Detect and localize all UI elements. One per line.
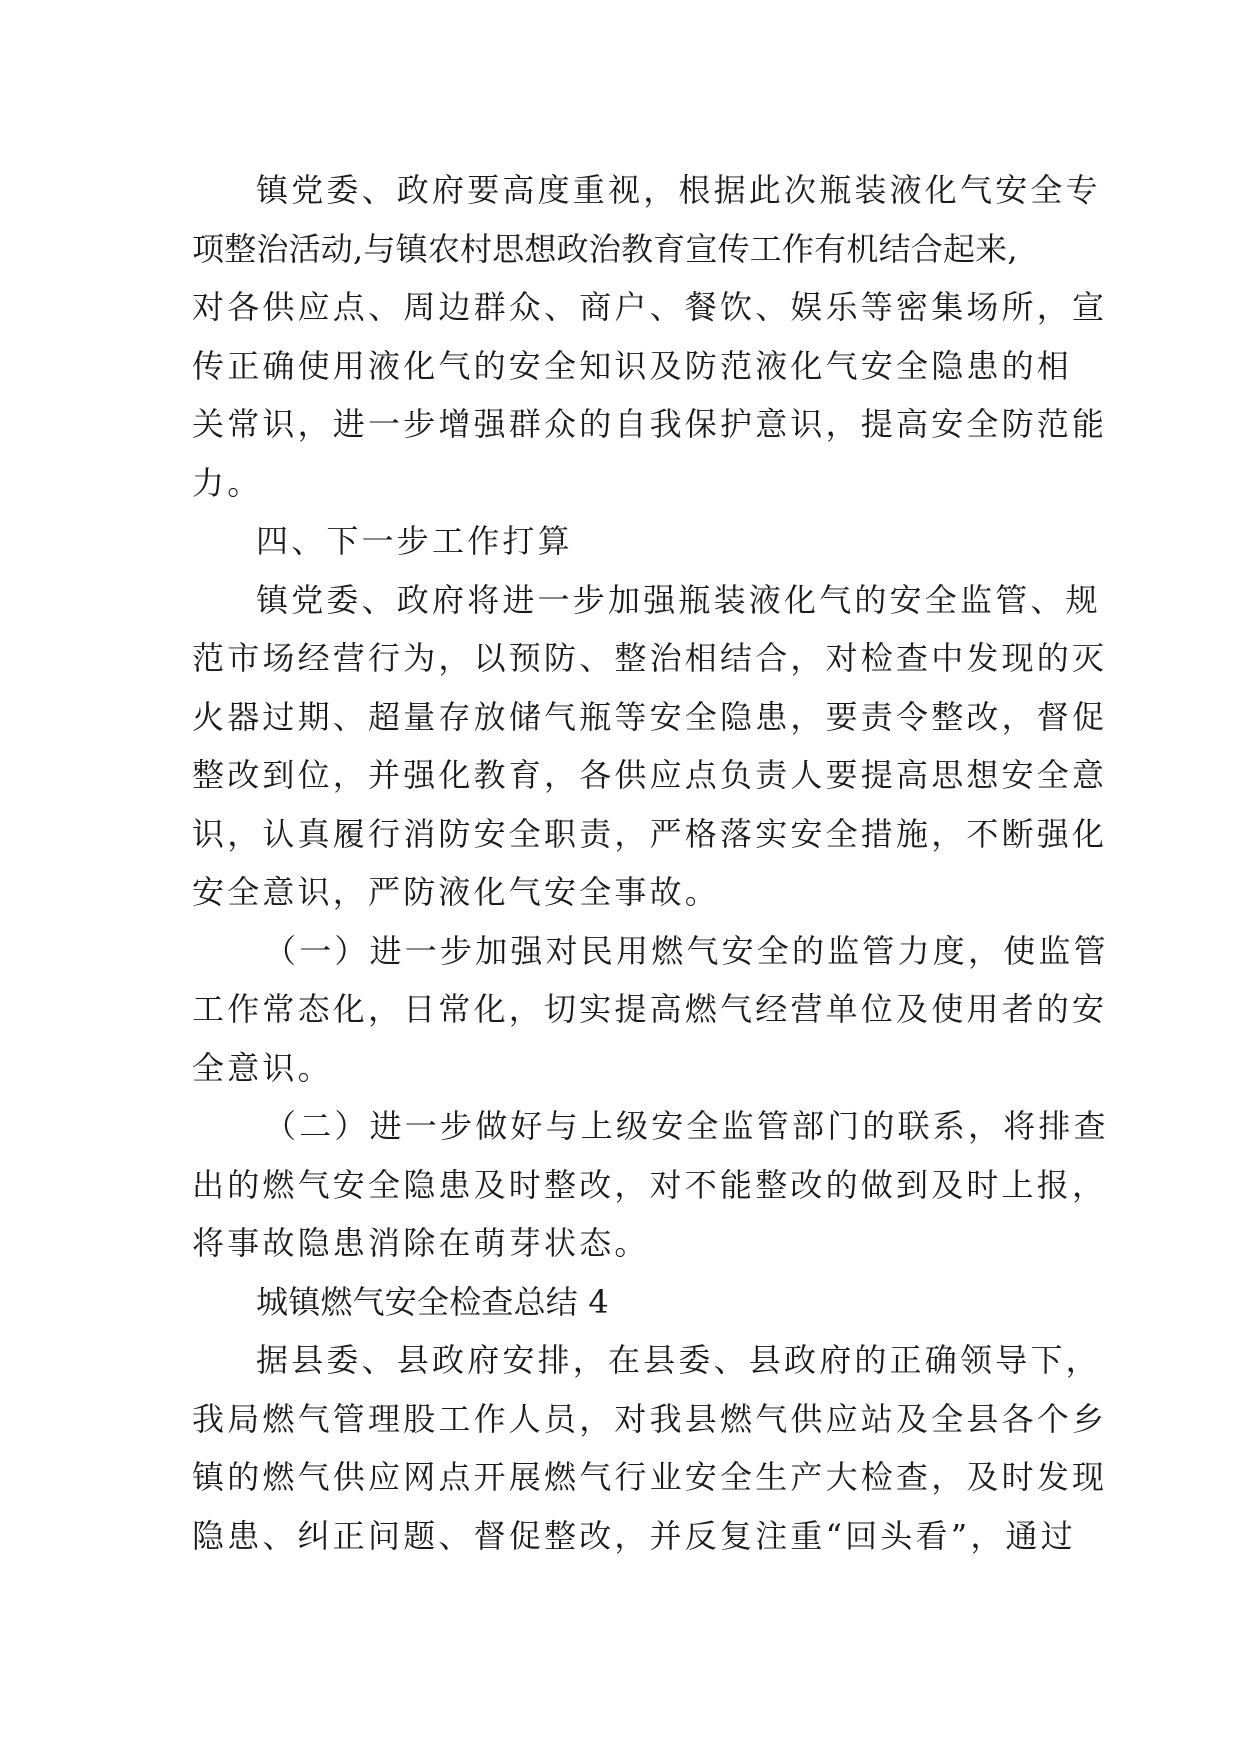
document-body [192,161,1109,1565]
text-line: 四、下一步工作打算 [256,522,573,560]
text-line: 镇党委、政府要高度重视，根据此次瓶装液化气安全专 [256,171,1101,209]
text-line: 火器过期、超量存放储气瓶等安全隐患，要责令整改，督促 [192,697,1108,736]
text-line: 全意识。 [192,1048,333,1087]
text-line: 将事故隐患消除在萌芽状态。 [192,1224,650,1262]
text-line: 范市场经营行为，以预防、整治相结合，对检查中发现的灭 [192,639,1108,677]
text-line: （二）进一步做好与上级安全监管部门的联系，将排查 [264,1107,1109,1145]
text-line: 项整治活动,与镇农村思想政治教育宣传工作有机结合起来, [192,229,1018,268]
text-line: 识，认真履行消防安全职责，严格落实安全措施，不断强化 [192,814,1108,853]
text-line: 整改到位，并强化教育，各供应点负责人要提高思想安全意 [192,756,1108,794]
text-line: 隐患、纠正问题、督促整改，并反复注重“回头看”，通过 [192,1516,1076,1555]
text-line: 城镇燃气安全检查总结 4 [256,1282,609,1321]
text-line: 安全意识，严防液化气安全事故。 [192,873,721,911]
text-line: 对各供应点、周边群众、商户、餐饮、娱乐等密集场所，宣 [192,288,1108,326]
text-line: 工作常态化，日常化，切实提高燃气经营单位及使用者的安 [192,990,1108,1028]
text-line: （一）进一步加强对民用燃气安全的监管力度，使监管 [264,931,1109,970]
text-line: 据县委、县政府安排，在县委、县政府的正确领导下， [256,1341,1101,1379]
text-line: 镇党委、政府将进一步加强瓶装液化气的安全监管、规 [256,580,1101,619]
text-line: 镇的燃气供应网点开展燃气行业安全生产大检查，及时发现 [192,1458,1108,1496]
text-line: 出的燃气安全隐患及时整改，对不能整改的做到及时上报， [192,1165,1108,1204]
text-line: 关常识，进一步增强群众的自我保护意识，提高安全防范能 [192,405,1108,443]
text-line: 传正确使用液化气的安全知识及防范液化气安全隐患的相 [192,346,1073,385]
text-line: 我局燃气管理股工作人员，对我县燃气供应站及全县各个乡 [192,1399,1108,1438]
text-line: 力。 [192,463,263,502]
